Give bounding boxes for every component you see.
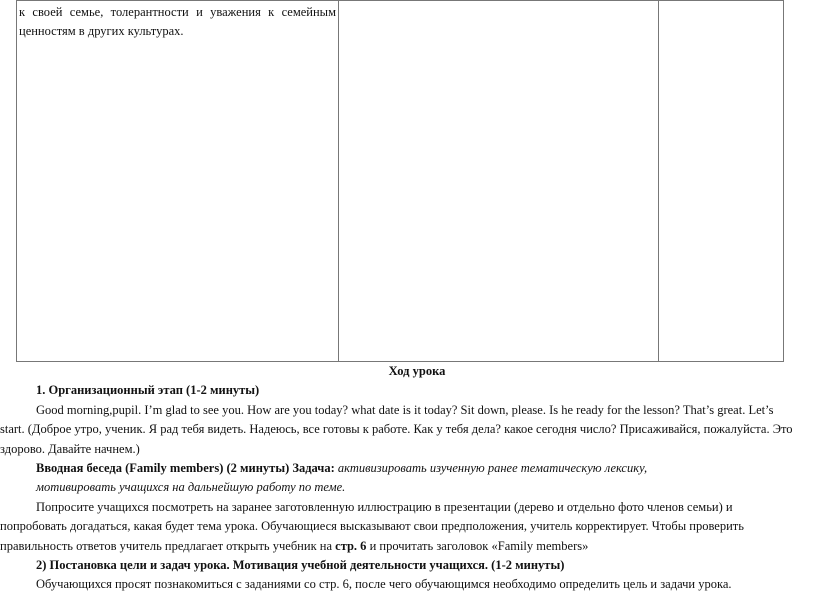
section1-line-1: Good morning,pupil. I’m glad to see you. How are you today? what date is it today? Sit down, please. Is he ready for the lesson? That’s great. Let’s bbox=[36, 402, 774, 417]
intro-heading: Вводная беседа (Family members) (2 минуты) Задача: активизировать изученную ранее тематическую лексику, bbox=[36, 461, 648, 476]
section1-line-2: start. (Доброе утро, ученик. Я рад тебя видеть. Надеюсь, все готовы к работе. Как у тебя дела? какое сегодня число? Присаживайся, пожалуйста. Это bbox=[0, 422, 793, 437]
table-cell-empty-3 bbox=[659, 1, 784, 362]
goals-line-2: ценностям в других культурах. bbox=[19, 24, 184, 38]
section2-heading: 2) Постановка цели и задач урока. Мотивация учебной деятельности учащихся. (1-2 минуты) bbox=[36, 558, 565, 573]
lesson-plan-table bbox=[16, 0, 784, 362]
intro-task-line-2: мотивировать учащихся на дальнейшую работу по теме. bbox=[36, 480, 346, 495]
paragraph-line-1: Попросите учащихся посмотреть на заранее заготовленную иллюстрацию в презентации (дерево и отдельно фото членов семьи) и bbox=[36, 499, 733, 514]
paragraph-line-3: правильность ответов учитель предлагает открыть учебник на стр. 6 и прочитать заголовок «Family members» bbox=[0, 538, 589, 553]
paragraph-line-2: попробовать догадаться, какая будет тема урока. Обучающиеся высказывают свои предположения, учитель корректирует. Чтобы проверить bbox=[0, 519, 744, 534]
lesson-title: Ход урока bbox=[388, 364, 446, 378]
table-cell-empty-2 bbox=[339, 1, 659, 362]
section2-line-1: Обучающихся просят познакомиться с заданиями со стр. 6, после чего обучающимся необходимо определить цель и задачи урока. bbox=[36, 577, 732, 592]
table-cell-goals bbox=[17, 1, 339, 362]
section1-line-3: здорово. Давайте начнем.) bbox=[0, 441, 140, 456]
section1-heading: 1. Организационный этап (1-2 минуты) bbox=[36, 383, 260, 398]
lesson-content bbox=[0, 362, 793, 595]
goals-line-1: к своей семье, толерантности и уважения к семейным bbox=[19, 5, 336, 19]
